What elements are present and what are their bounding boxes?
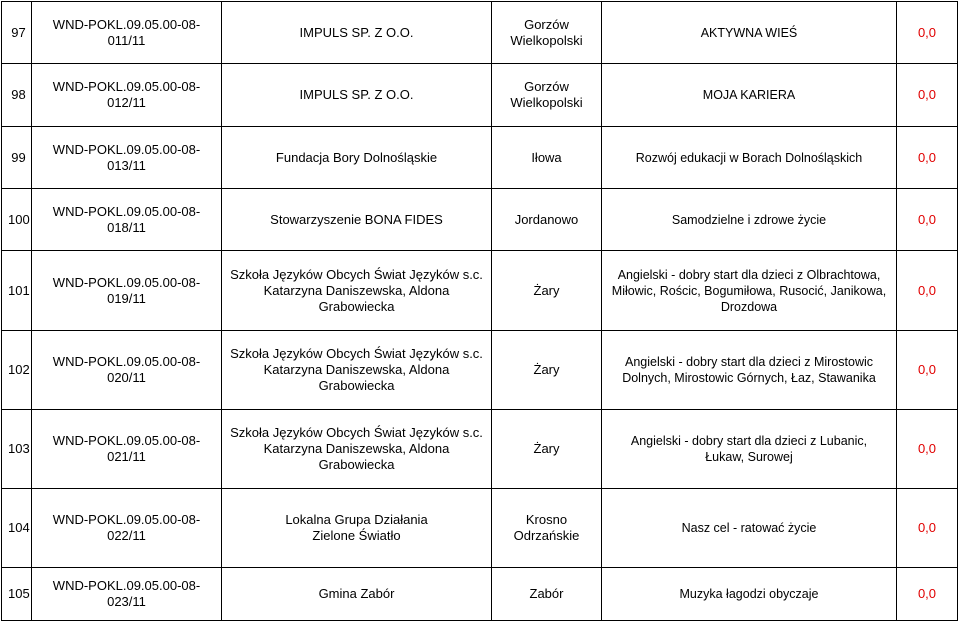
project-title: Samodzielne i zdrowe życie <box>602 189 897 251</box>
project-title: Angielski - dobry start dla dzieci z Mirostowic Dolnych, Mirostowic Górnych, Łaz, Stawanika <box>602 331 897 410</box>
project-title: Rozwój edukacji w Borach Dolnośląskich <box>602 127 897 189</box>
applicant-city: Żary <box>492 251 602 331</box>
application-code: WND-POKL.09.05.00-08-022/11 <box>32 489 222 568</box>
applicant-name: Fundacja Bory Dolnośląskie <box>222 127 492 189</box>
amount-value: 0,0 <box>897 331 958 410</box>
application-code: WND-POKL.09.05.00-08-012/11 <box>32 64 222 127</box>
amount-value: 0,0 <box>897 489 958 568</box>
amount-value: 0,0 <box>897 2 958 64</box>
row-number: 98 <box>2 64 32 127</box>
application-code: WND-POKL.09.05.00-08-020/11 <box>32 331 222 410</box>
applications-table <box>1 1 958 621</box>
applicant-city: Jordanowo <box>492 189 602 251</box>
applicant-name: Stowarzyszenie BONA FIDES <box>222 189 492 251</box>
application-code: WND-POKL.09.05.00-08-023/11 <box>32 568 222 621</box>
row-number: 104 <box>2 489 32 568</box>
table-body <box>2 2 958 621</box>
row-number: 102 <box>2 331 32 410</box>
amount-value: 0,0 <box>897 568 958 621</box>
row-number: 99 <box>2 127 32 189</box>
applicant-name: Lokalna Grupa Działania Zielone Światło <box>222 489 492 568</box>
table-row <box>2 410 958 489</box>
row-number: 100 <box>2 189 32 251</box>
applicant-city: Zabór <box>492 568 602 621</box>
application-code: WND-POKL.09.05.00-08-018/11 <box>32 189 222 251</box>
table-row <box>2 489 958 568</box>
applicant-name: Szkoła Języków Obcych Świat Języków s.c. Katarzyna Daniszewska, Aldona Grabowiecka <box>222 331 492 410</box>
project-title: Nasz cel - ratować życie <box>602 489 897 568</box>
application-code: WND-POKL.09.05.00-08-021/11 <box>32 410 222 489</box>
row-number: 97 <box>2 2 32 64</box>
table-row <box>2 64 958 127</box>
application-code: WND-POKL.09.05.00-08-013/11 <box>32 127 222 189</box>
amount-value: 0,0 <box>897 189 958 251</box>
amount-value: 0,0 <box>897 127 958 189</box>
applicant-city: Żary <box>492 410 602 489</box>
row-number: 105 <box>2 568 32 621</box>
applicant-name: IMPULS SP. Z O.O. <box>222 2 492 64</box>
applicant-city: Gorzów Wielkopolski <box>492 2 602 64</box>
table-row <box>2 568 958 621</box>
applicant-city: Gorzów Wielkopolski <box>492 64 602 127</box>
application-code: WND-POKL.09.05.00-08-019/11 <box>32 251 222 331</box>
applicant-city: Iłowa <box>492 127 602 189</box>
applicant-city: Krosno Odrzańskie <box>492 489 602 568</box>
table-row <box>2 331 958 410</box>
project-title: MOJA KARIERA <box>602 64 897 127</box>
table-row <box>2 127 958 189</box>
table-row <box>2 2 958 64</box>
amount-value: 0,0 <box>897 410 958 489</box>
applicant-name: Szkoła Języków Obcych Świat Języków s.c. Katarzyna Daniszewska, Aldona Grabowiecka <box>222 410 492 489</box>
applicant-name: Szkoła Języków Obcych Świat Języków s.c. Katarzyna Daniszewska, Aldona Grabowiecka <box>222 251 492 331</box>
table-row <box>2 251 958 331</box>
amount-value: 0,0 <box>897 251 958 331</box>
project-title: Angielski - dobry start dla dzieci z Lubanic, Łukaw, Surowej <box>602 410 897 489</box>
table-row <box>2 189 958 251</box>
applicant-name: IMPULS SP. Z O.O. <box>222 64 492 127</box>
applicant-name: Gmina Zabór <box>222 568 492 621</box>
project-title: AKTYWNA WIEŚ <box>602 2 897 64</box>
applicant-city: Żary <box>492 331 602 410</box>
row-number: 103 <box>2 410 32 489</box>
project-title: Muzyka łagodzi obyczaje <box>602 568 897 621</box>
amount-value: 0,0 <box>897 64 958 127</box>
project-title: Angielski - dobry start dla dzieci z Olbrachtowa, Miłowic, Rościc, Bogumiłowa, Rusocić, Janikowa, Drozdowa <box>602 251 897 331</box>
row-number: 101 <box>2 251 32 331</box>
application-code: WND-POKL.09.05.00-08-011/11 <box>32 2 222 64</box>
